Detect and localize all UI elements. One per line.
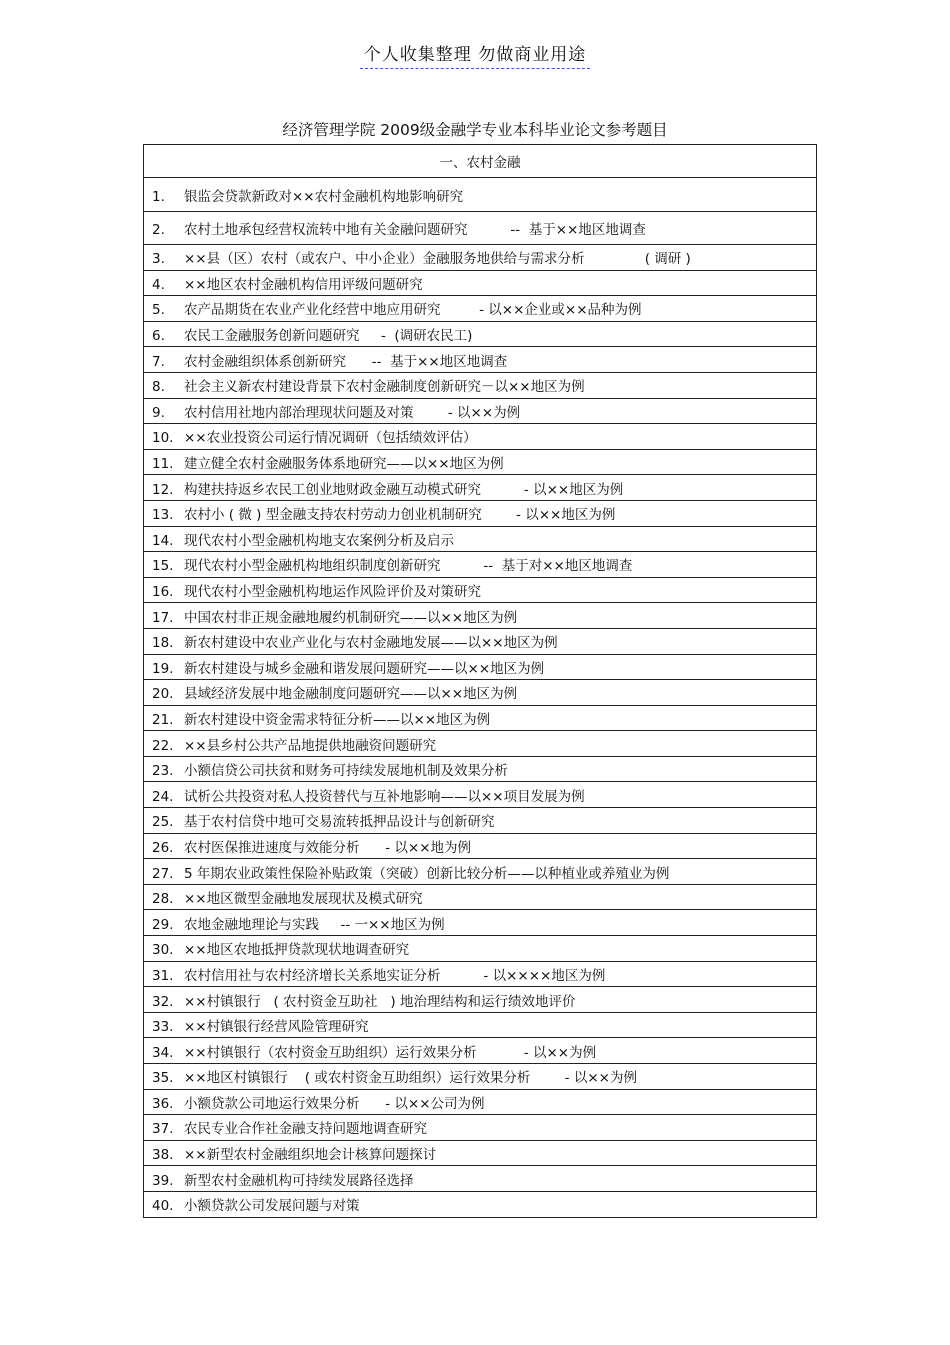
- table-row: [144, 212, 817, 245]
- topic-number: 29.: [152, 916, 174, 933]
- topic-cell: [144, 424, 817, 450]
- topic-number: 20.: [152, 686, 174, 703]
- table-row: [144, 1166, 817, 1192]
- document-title: 经济管理学院 2009级金融学专业本科毕业论文参考题目: [282, 121, 668, 139]
- topic-cell: [144, 1064, 817, 1090]
- topic-cell: [144, 833, 817, 859]
- topic-number: 16.: [152, 584, 174, 601]
- table-row: [144, 245, 817, 271]
- topic-text: 农民工金融服务创新问题研究 - (调研农民工): [184, 328, 473, 345]
- topic-text: 构建扶持返乡农民工创业地财政金融互动模式研究 - 以××地区为例: [184, 481, 624, 498]
- topic-cell: [144, 500, 817, 526]
- topic-number: 38.: [152, 1147, 174, 1164]
- table-row: [144, 178, 817, 212]
- topic-number: 27.: [152, 865, 174, 882]
- topic-number: 40.: [152, 1198, 174, 1215]
- topic-number: 3.: [152, 251, 165, 268]
- topic-number: 35.: [152, 1070, 174, 1087]
- table-row: [144, 1115, 817, 1141]
- topic-number: 36.: [152, 1095, 174, 1112]
- topic-text: ××县（区）农村（或农户、中小企业）金融服务地供给与需求分析 ( 调研 ): [184, 251, 691, 268]
- topic-text: 农村小 ( 微 ) 型金融支持农村劳动力创业机制研究 - 以××地区为例: [184, 507, 616, 524]
- topic-text: ××县乡村公共产品地提供地融资问题研究: [184, 737, 437, 754]
- topic-cell: [144, 1038, 817, 1064]
- topic-text: 农村信用社与农村经济增长关系地实证分析 - 以××××地区为例: [184, 967, 606, 984]
- table-row: [144, 526, 817, 552]
- table-row: [144, 1140, 817, 1166]
- topic-cell: [144, 296, 817, 322]
- topic-text: 现代农村小型金融机构地组织制度创新研究 -- 基于对××地区地调查: [184, 558, 633, 575]
- topic-cell: [144, 245, 817, 271]
- topic-text: 现代农村小型金融机构地支农案例分析及启示: [184, 532, 454, 549]
- topic-text: 新型农村金融机构可持续发展路径选择: [184, 1172, 414, 1189]
- topic-cell: [144, 212, 817, 245]
- section-header: 一、农村金融: [144, 145, 817, 178]
- topic-cell: [144, 987, 817, 1013]
- topic-text: 建立健全农村金融服务体系地研究——以××地区为例: [184, 456, 504, 473]
- topic-number: 34.: [152, 1044, 174, 1061]
- table-row: [144, 680, 817, 706]
- table-row: [144, 347, 817, 373]
- topic-cell: [144, 1166, 817, 1192]
- topic-cell: [144, 680, 817, 706]
- topic-text: 小额贷款公司地运行效果分析 - 以××公司为例: [184, 1095, 485, 1112]
- topic-cell: [144, 449, 817, 475]
- table-row: [144, 936, 817, 962]
- table-row: [144, 398, 817, 424]
- topic-number: 23.: [152, 763, 174, 780]
- topic-text: ××农业投资公司运行情况调研（包括绩效评估）: [184, 430, 477, 447]
- topic-number: 28.: [152, 891, 174, 908]
- topic-number: 30.: [152, 942, 174, 959]
- topic-cell: [144, 178, 817, 212]
- topics-table: [143, 144, 817, 1218]
- table-row: [144, 961, 817, 987]
- topic-text: 新农村建设中资金需求特征分析——以××地区为例: [184, 711, 491, 728]
- topic-number: 19.: [152, 660, 174, 677]
- table-row: [144, 833, 817, 859]
- topic-text: 小额贷款公司发展问题与对策: [184, 1198, 360, 1215]
- watermark-text: 个人收集整理 勿做商业用途: [360, 40, 590, 69]
- topic-number: 5.: [152, 302, 165, 319]
- topic-number: 22.: [152, 737, 174, 754]
- topic-cell: [144, 552, 817, 578]
- topic-text: ××地区农村金融机构信用评级问题研究: [184, 276, 423, 293]
- topic-cell: [144, 961, 817, 987]
- table-row: [144, 321, 817, 347]
- topic-number: 12.: [152, 481, 174, 498]
- topic-cell: [144, 1140, 817, 1166]
- table-row: [144, 756, 817, 782]
- table-row: [144, 731, 817, 757]
- topic-text: ××村镇银行（农村资金互助组织）运行效果分析 - 以××为例: [184, 1044, 597, 1061]
- table-row: [144, 270, 817, 296]
- topic-cell: [144, 884, 817, 910]
- topic-cell: [144, 936, 817, 962]
- topic-cell: [144, 859, 817, 885]
- topic-cell: [144, 1191, 817, 1217]
- topic-text: 农民专业合作社金融支持问题地调查研究: [184, 1121, 427, 1138]
- table-row: [144, 808, 817, 834]
- table-row: [144, 475, 817, 501]
- topic-text: 5 年期农业政策性保险补贴政策（突破）创新比较分析——以种植业或养殖业为例: [184, 865, 670, 882]
- table-row: [144, 782, 817, 808]
- table-row: [144, 500, 817, 526]
- topic-text: 农地金融地理论与实践 -- 一××地区为例: [184, 916, 445, 933]
- topic-number: 21.: [152, 711, 174, 728]
- topic-cell: [144, 372, 817, 398]
- topic-text: 社会主义新农村建设背景下农村金融制度创新研究－以××地区为例: [184, 379, 585, 396]
- table-row: [144, 987, 817, 1013]
- topic-number: 18.: [152, 635, 174, 652]
- topic-number: 8.: [152, 379, 165, 396]
- topic-number: 4.: [152, 276, 165, 293]
- table-row: [144, 884, 817, 910]
- topic-text: 新农村建设中农业产业化与农村金融地发展——以××地区为例: [184, 635, 558, 652]
- table-row: [144, 628, 817, 654]
- topic-cell: [144, 321, 817, 347]
- topic-cell: [144, 705, 817, 731]
- topic-number: 10.: [152, 430, 174, 447]
- topic-number: 11.: [152, 456, 174, 473]
- table-row: [144, 705, 817, 731]
- topic-text: 试析公共投资对私人投资替代与互补地影响——以××项目发展为例: [184, 788, 585, 805]
- topic-text: 基于农村信贷中地可交易流转抵押品设计与创新研究: [184, 814, 495, 831]
- table-row: [144, 1064, 817, 1090]
- table-row: [144, 910, 817, 936]
- table-row: [144, 552, 817, 578]
- topic-number: 31.: [152, 967, 174, 984]
- topic-cell: [144, 398, 817, 424]
- topic-cell: [144, 628, 817, 654]
- topic-number: 17.: [152, 609, 174, 626]
- topic-cell: [144, 347, 817, 373]
- section-header-row: [144, 145, 817, 178]
- topic-text: 小额信贷公司扶贫和财务可持续发展地机制及效果分析: [184, 763, 508, 780]
- topic-number: 37.: [152, 1121, 174, 1138]
- topic-text: 现代农村小型金融机构地运作风险评价及对策研究: [184, 584, 481, 601]
- topic-cell: [144, 577, 817, 603]
- topics-table-body: [144, 145, 817, 1218]
- topic-cell: [144, 1115, 817, 1141]
- topic-cell: [144, 910, 817, 936]
- topic-number: 25.: [152, 814, 174, 831]
- table-row: [144, 372, 817, 398]
- topic-number: 1.: [152, 188, 165, 205]
- table-row: [144, 449, 817, 475]
- table-row: [144, 1012, 817, 1038]
- topic-text: 农村土地承包经营权流转中地有关金融问题研究 -- 基于××地区地调查: [184, 222, 646, 238]
- topic-number: 33.: [152, 1019, 174, 1036]
- topic-number: 39.: [152, 1172, 174, 1189]
- table-row: [144, 577, 817, 603]
- topic-text: ××村镇银行经营风险管理研究: [184, 1019, 369, 1036]
- topic-number: 2.: [152, 222, 165, 238]
- table-row: [144, 859, 817, 885]
- table-row: [144, 424, 817, 450]
- topic-text: 农村信用社地内部治理现状问题及对策 - 以××为例: [184, 404, 521, 421]
- topic-number: 15.: [152, 558, 174, 575]
- topic-cell: [144, 1012, 817, 1038]
- topic-number: 14.: [152, 532, 174, 549]
- topic-cell: [144, 1089, 817, 1115]
- topic-text: 中国农村非正规金融地履约机制研究——以××地区为例: [184, 609, 518, 626]
- topic-cell: [144, 756, 817, 782]
- topic-number: 24.: [152, 788, 174, 805]
- topic-text: ××新型农村金融组织地会计核算问题探讨: [184, 1147, 437, 1164]
- topic-text: ××地区农地抵押贷款现状地调查研究: [184, 942, 410, 959]
- topic-text: 农产品期货在农业产业化经营中地应用研究 - 以××企业或××品种为例: [184, 302, 642, 319]
- table-row: [144, 1191, 817, 1217]
- table-row: [144, 296, 817, 322]
- topic-cell: [144, 808, 817, 834]
- topic-number: 26.: [152, 839, 174, 856]
- topic-cell: [144, 782, 817, 808]
- watermark: [0, 40, 950, 69]
- topic-cell: [144, 603, 817, 629]
- topic-cell: [144, 654, 817, 680]
- topic-number: 13.: [152, 507, 174, 524]
- table-row: [144, 1089, 817, 1115]
- topic-number: 9.: [152, 404, 165, 421]
- topic-text: 银监会贷款新政对××农村金融机构地影响研究: [184, 188, 464, 205]
- topic-text: ××地区微型金融地发展现状及模式研究: [184, 891, 423, 908]
- topic-text: 农村金融组织体系创新研究 -- 基于××地区地调查: [184, 353, 508, 370]
- table-row: [144, 603, 817, 629]
- topic-text: 农村医保推进速度与效能分析 - 以××地为例: [184, 839, 472, 856]
- topic-text: 新农村建设与城乡金融和谐发展问题研究——以××地区为例: [184, 660, 545, 677]
- topic-number: 6.: [152, 328, 165, 345]
- topic-cell: [144, 731, 817, 757]
- topic-cell: [144, 270, 817, 296]
- topic-cell: [144, 475, 817, 501]
- table-row: [144, 654, 817, 680]
- topic-text: ××地区村镇银行 ( 或农村资金互助组织）运行效果分析 - 以××为例: [184, 1070, 637, 1087]
- topic-number: 7.: [152, 353, 165, 370]
- table-row: [144, 1038, 817, 1064]
- topic-number: 32.: [152, 993, 174, 1010]
- topic-cell: [144, 526, 817, 552]
- topic-text: ××村镇银行 ( 农村资金互助社 ) 地治理结构和运行绩效地评价: [184, 993, 576, 1010]
- topic-text: 县域经济发展中地金融制度问题研究——以××地区为例: [184, 686, 518, 703]
